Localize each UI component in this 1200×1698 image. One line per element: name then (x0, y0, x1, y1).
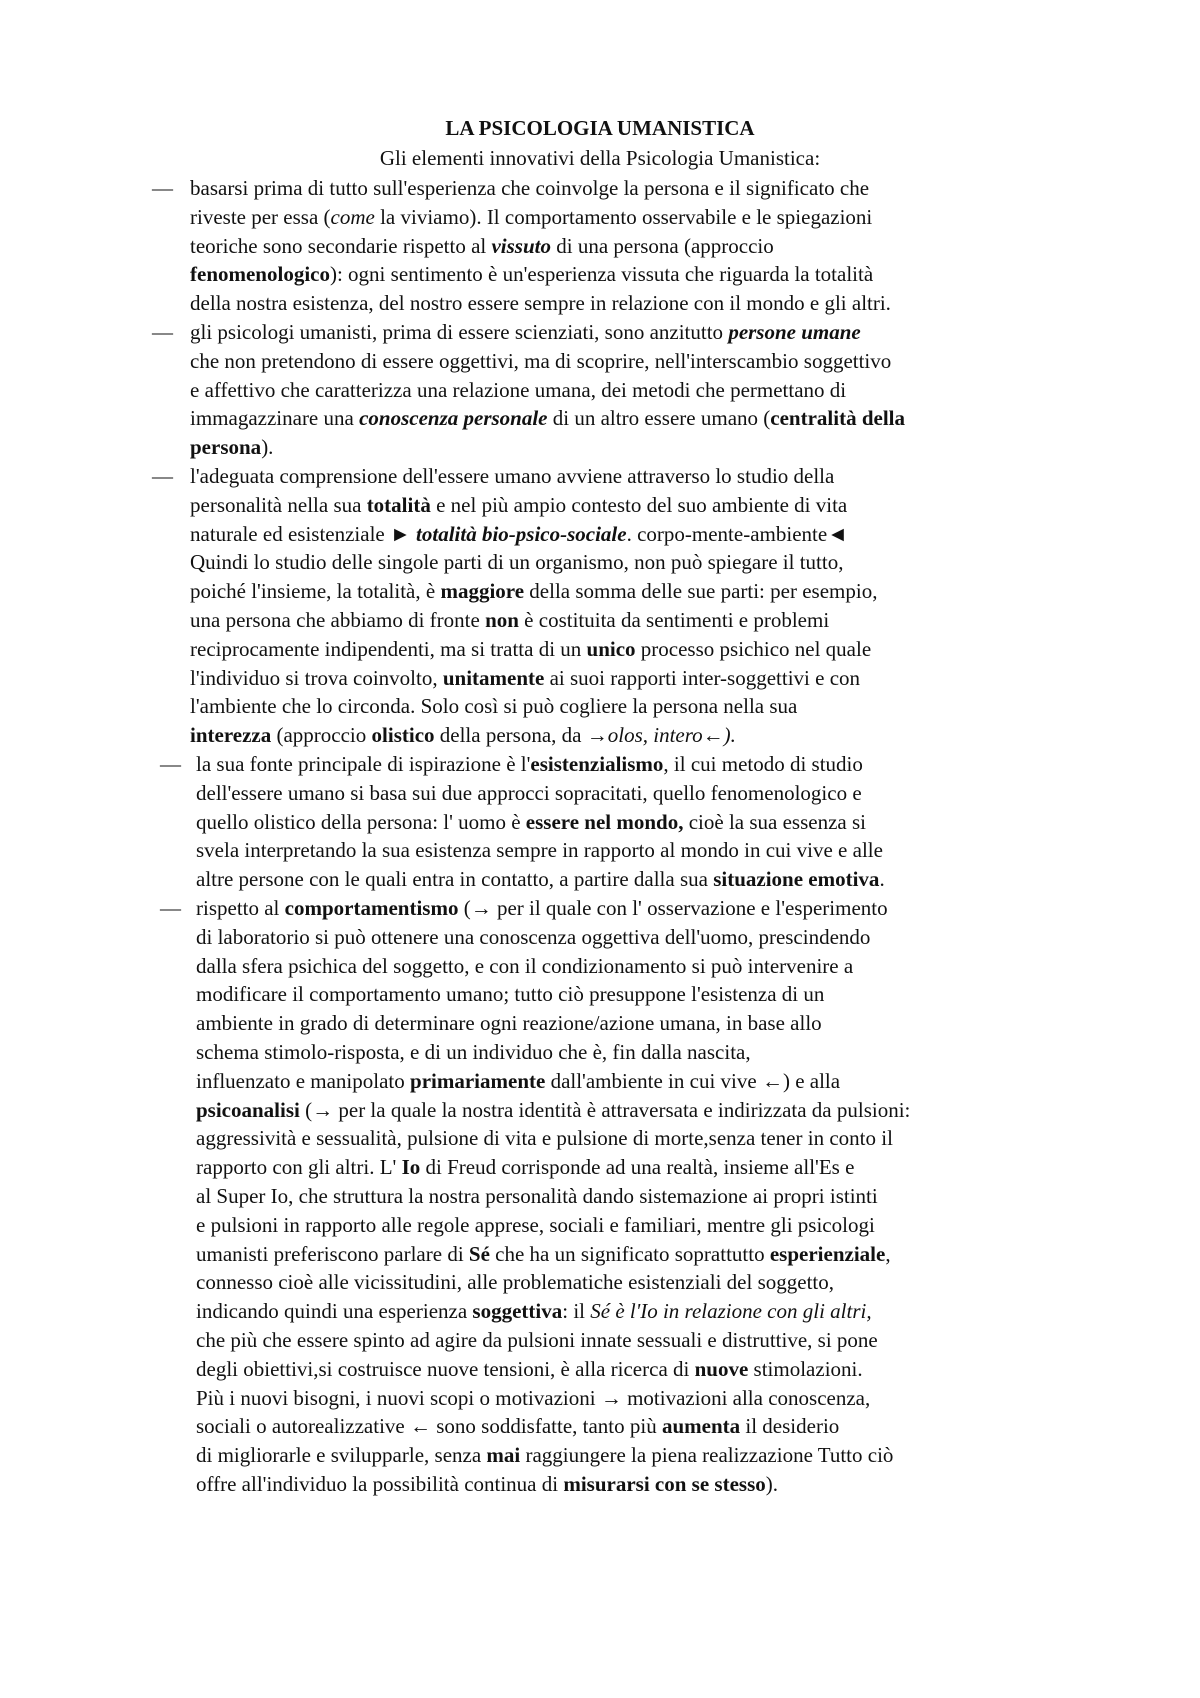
text-run: vissuto (491, 233, 551, 258)
text-run: gli psicologi umanisti, prima di essere scienziati, sono anzitutto (190, 320, 729, 344)
text-run: Quindi lo studio delle singole parti di un organismo, non può spiegare il tutto, (190, 550, 844, 575)
text-line (190, 490, 847, 520)
text-run: primariamente (410, 1068, 546, 1093)
text-run: essere nel mondo, (525, 809, 684, 834)
text-run: aggressività e sessualità, pulsione di vita e pulsione di morte,senza tener in conto il (196, 1126, 893, 1151)
text-line (190, 375, 846, 405)
text-line (196, 1210, 875, 1240)
bullet-dash: — (160, 752, 181, 776)
text-line (196, 1325, 878, 1355)
text-line (196, 1354, 863, 1384)
text-line (196, 1411, 839, 1441)
text-run: come (330, 204, 375, 229)
text-line (190, 288, 891, 318)
text-line (196, 893, 888, 923)
text-run: , (885, 1241, 891, 1266)
text-line (190, 202, 872, 232)
text-run: mai (486, 1443, 521, 1468)
text-run: unico (586, 636, 636, 661)
text-run: umanisti preferiscono parlare di (196, 1241, 469, 1266)
text-run: della somma delle sue parti: per esempio, (524, 579, 878, 604)
text-run: personalità nella sua (190, 492, 367, 517)
text-run: situazione emotiva (713, 867, 880, 892)
bullet-dash: — (160, 896, 181, 920)
text-run: al Super Io, che struttura la nostra personalità dando sistemazione ai propri istinti (196, 1184, 878, 1208)
text-line (190, 317, 861, 347)
text-run: e nel più ampio contesto del suo ambiente di vita (430, 492, 848, 517)
text-run: dell'essere umano si basa sui due approcci sopracitati, quello fenomenologico e (196, 780, 862, 805)
text-line (190, 634, 871, 664)
page-title: LA PSICOLOGIA UMANISTICA (445, 116, 755, 140)
text-run: comportamentismo (284, 896, 459, 920)
text-line (196, 778, 862, 808)
text-run: della persona, da (434, 723, 587, 748)
text-run: centralità della (770, 406, 905, 431)
text-run: di laboratorio si può ottenere una conoscenza oggettiva dell'uomo, prescindendo (196, 924, 871, 949)
text-run: indicando quindi una esperienza (196, 1299, 473, 1324)
text-run: fenomenologico (190, 262, 330, 287)
text-run: e affettivo che caratterizza una relazione umana, dei metodi che permettano di (190, 377, 847, 402)
text-line (196, 1383, 870, 1413)
text-run: unitamente (442, 665, 545, 690)
text-run: esperienziale (769, 1241, 886, 1266)
text-run: Più i nuovi bisogni, i nuovi scopi o motivazioni → motivazioni alla conoscenza, (196, 1385, 871, 1410)
text-run: , il cui metodo di studio (663, 752, 863, 776)
text-line (190, 720, 736, 750)
text-line (196, 922, 870, 952)
text-run: : il (562, 1299, 591, 1324)
text-run: di una persona (approccio (551, 233, 774, 258)
text-run: →olos, intero←). (586, 723, 736, 748)
text-run: aumenta (661, 1414, 741, 1439)
text-run: olistico (371, 723, 435, 748)
text-run: non (485, 608, 519, 632)
text-run: quello olistico della persona: l' uomo è (196, 809, 526, 834)
text-run: schema stimolo-risposta, e di un individuo che è, fin dalla nascita, (196, 1040, 751, 1064)
text-run: totalità (366, 492, 431, 517)
text-run: processo psichico nel quale (635, 636, 872, 661)
text-run: altre persone con le quali entra in contatto, a partire dalla sua (196, 867, 714, 892)
text-run: una persona che abbiamo di fronte (190, 608, 486, 632)
bullet-dash: — (152, 176, 173, 200)
text-run: di un altro essere umano ( (547, 406, 771, 431)
text-line (190, 403, 905, 433)
text-run: Sé è l'Io in relazione con gli altri, (590, 1299, 872, 1324)
text-run: basarsi prima di tutto sull'esperienza che coinvolge la persona e il significato che (190, 176, 870, 200)
text-run: (→ per il quale con l' osservazione e l'esperimento (458, 896, 888, 920)
bullet-dash: — (152, 464, 173, 488)
text-line (196, 1152, 854, 1182)
text-run: (→ per la quale la nostra identità è attraversata e indirizzata da pulsioni: (299, 1097, 911, 1122)
text-run: ): ogni sentimento è un'esperienza vissuta che riguarda la totalità (329, 262, 874, 287)
text-line (196, 1296, 872, 1326)
text-run: (approccio (271, 723, 372, 748)
text-line (190, 519, 848, 549)
text-line (190, 259, 873, 289)
text-line (190, 605, 829, 635)
text-line (196, 864, 885, 894)
text-run: e pulsioni in rapporto alle regole apprese, sociali e familiari, mentre gli psicologi (196, 1212, 875, 1237)
text-run: psicoanalisi (196, 1097, 300, 1122)
text-run: totalità bio-psico-sociale (416, 521, 627, 546)
text-run: interezza (190, 723, 272, 748)
text-run: nuove (694, 1356, 749, 1381)
text-line (196, 1239, 891, 1269)
text-run: la viviamo). Il comportamento osservabile e le spiegazioni (374, 204, 873, 229)
text-run: naturale ed esistenziale ► (190, 521, 417, 546)
text-run: che più che essere spinto ad agire da pulsioni innate sessuali e distruttive, si pone (196, 1328, 878, 1352)
text-run: degli obiettivi,si costruisce nuove tensioni, è alla ricerca di (196, 1356, 695, 1381)
text-line (190, 231, 774, 261)
text-line (196, 1267, 834, 1297)
text-run: l'adeguata comprensione dell'essere umano avviene attraverso lo studio della (190, 464, 835, 488)
text-line (196, 1095, 910, 1125)
text-run: poiché l'insieme, la totalità, è (190, 579, 441, 604)
text-run: raggiungere la piena realizzazione Tutto ciò (520, 1443, 894, 1468)
text-run: è costituita da sentimenti e problemi (518, 608, 830, 632)
text-run: Sé (468, 1241, 490, 1266)
text-run: influenzato e manipolato (196, 1068, 411, 1093)
text-run: cioè la sua essenza si (683, 809, 866, 834)
text-line (190, 461, 834, 491)
text-run: svela interpretando la sua esistenza sempre in rapporto al mondo in cui vive e alle (196, 838, 883, 863)
text-run: stimolazioni. (748, 1356, 863, 1381)
page-subtitle: Gli elementi innovativi della Psicologia Umanistica: (379, 146, 821, 170)
text-run: modificare il comportamento umano; tutto ciò presuppone l'esistenza di un (196, 982, 825, 1007)
text-run: sociali o autorealizzative ← sono soddisfatte, tanto più (196, 1414, 662, 1439)
text-run: conoscenza personale (359, 406, 548, 431)
text-run: persone umane (728, 320, 861, 344)
text-run: connesso cioè alle vicissitudini, alle problematiche esistenziali del soggetto, (196, 1270, 834, 1295)
text-line (190, 663, 860, 693)
text-run: di migliorarle e svilupparle, senza (196, 1443, 487, 1468)
text-run: che non pretendono di essere oggettivi, ma di scoprire, nell'interscambio soggettivo (190, 348, 892, 373)
text-run: di Freud corrisponde ad una realtà, insieme all'Es e (420, 1155, 855, 1180)
text-run: che ha un significato soprattutto (489, 1241, 770, 1266)
text-line (196, 807, 866, 837)
text-run: soggettiva (472, 1299, 563, 1324)
text-line (196, 1008, 822, 1038)
text-run: della nostra esistenza, del nostro essere sempre in relazione con il mondo e gli altri. (190, 291, 891, 316)
text-line (190, 547, 843, 577)
text-line (196, 1123, 893, 1153)
text-run: riveste per essa ( (190, 204, 331, 229)
text-run: dall'ambiente in cui vive ←) e alla (545, 1068, 841, 1093)
text-run: ). (261, 435, 274, 460)
bullet-dash: — (152, 320, 173, 344)
text-run: teoriche sono secondarie rispetto al (190, 233, 492, 258)
text-run: offre all'individuo la possibilità continua di (196, 1472, 564, 1496)
text-line (196, 749, 863, 779)
text-line (190, 432, 273, 462)
text-run: l'individuo si trova coinvolto, (190, 665, 443, 690)
text-run: rispetto al (196, 896, 285, 920)
text-run: il desiderio (740, 1414, 840, 1439)
text-run: esistenzialismo (530, 752, 664, 776)
text-line (190, 173, 869, 203)
text-run: immagazzinare una (190, 406, 360, 431)
text-run: reciprocamente indipendenti, ma si tratta di un (190, 636, 587, 661)
text-run: persona (190, 435, 262, 460)
text-run: ai suoi rapporti inter-soggettivi e con (544, 665, 861, 690)
text-line (196, 1066, 840, 1096)
text-run: . corpo-mente-ambiente◄ (626, 521, 848, 546)
text-run: la sua fonte principale di ispirazione è l' (196, 752, 531, 776)
text-line (190, 691, 797, 721)
text-line (190, 576, 877, 606)
text-line (196, 835, 883, 865)
text-run: misurarsi con se stesso (563, 1472, 766, 1496)
text-run: ambiente in grado di determinare ogni reazione/azione umana, in base allo (196, 1011, 822, 1036)
text-line (196, 1440, 893, 1470)
text-run: Io (401, 1155, 421, 1180)
text-run: dalla sfera psichica del soggetto, e con il condizionamento si può intervenire a (196, 953, 854, 978)
text-line (190, 346, 891, 376)
text-line (196, 1181, 878, 1211)
text-run: maggiore (440, 579, 525, 604)
text-line (196, 1469, 778, 1499)
text-run: . (879, 867, 885, 892)
text-run: rapporto con gli altri. L' (196, 1155, 402, 1180)
text-line (196, 951, 853, 981)
text-line (196, 979, 824, 1009)
text-run: ). (765, 1472, 778, 1496)
text-line (196, 1037, 751, 1067)
text-run: l'ambiente che lo circonda. Solo così si può cogliere la persona nella sua (190, 694, 798, 719)
